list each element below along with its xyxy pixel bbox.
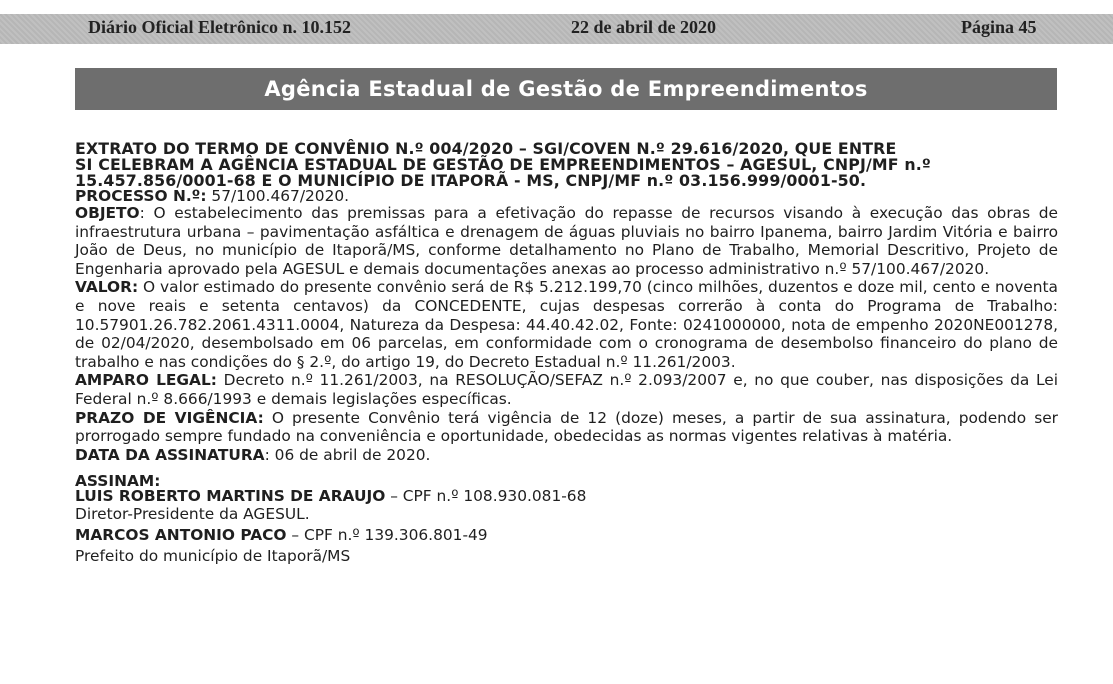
publication-date: 22 de abril de 2020 <box>571 17 717 37</box>
amparo-label: AMPARO LEGAL: <box>75 371 217 390</box>
valor-label: VALOR: <box>75 278 139 297</box>
extrato-line-1: EXTRATO DO TERMO DE CONVÊNIO N.º 004/2020 – SGI/COVEN N.º 29.616/2020, QUE ENTRE <box>75 139 897 158</box>
signatories-block <box>75 474 1058 567</box>
valor-paragraph <box>75 278 1058 371</box>
prazo-text: O presente Convênio terá vigência de 12 (doze) meses, a partir de sua assinatura, podendo ser prorrogado sempre fundado na conveniência e oportunidade, obedecidas as normas vigentes relativas à matéria. <box>75 408 1059 446</box>
signer-2-name: MARCOS ANTONIO PACO <box>75 526 287 545</box>
amparo-text: Decreto n.º 11.261/2003, na RESOLUÇÃO/SEFAZ n.º 2.093/2007 e, no que couber, nas disposições da Lei Federal n.º 8.666/1993 e demais legislações específicas. <box>75 371 1059 408</box>
amparo-paragraph <box>75 371 1058 408</box>
data-assinatura-text: : 06 de abril de 2020. <box>264 445 431 464</box>
page-number: Página 45 <box>961 17 1037 37</box>
page-header-bar <box>0 14 1113 44</box>
extrato-line-2: SI CELEBRAM A AGÊNCIA ESTADUAL DE GESTÃO DE EMPREENDIMENTOS – AGESUL, CNPJ/MF n.º <box>75 155 931 174</box>
document-body <box>75 141 1058 567</box>
publication-title: Diário Oficial Eletrônico n. 10.152 <box>88 17 351 37</box>
processo-value: 57/100.467/2020. <box>206 187 350 205</box>
section-title: Agência Estadual de Gestão de Empreendimentos <box>75 68 1057 110</box>
signer-1-role: Diretor-Presidente da AGESUL. <box>75 505 310 524</box>
objeto-text: : O estabelecimento das premissas para a efetivação do repasse de recursos visando à execução das obras de infraestrutura urbana – pavimentação asfáltica e drenagem de águas pluviais no bairro Ipanema, bairro Jardim Vitória e bairro João de Deus, no município de Itaporã/MS, conforme detalhamento no Plano de Trabalho, Memorial Descritivo, Projeto de Engenharia aprovado pela AGESUL e demais documentações anexas ao processo administrativo n.º 57/100.467/2020. <box>75 204 1058 278</box>
signer-1-line <box>75 489 1058 504</box>
valor-text: O valor estimado do presente convênio será de R$ 5.212.199,70 (cinco milhões, duzentos e doze mil, cento e noventa e nove reais e setenta centavos) da CONCEDENTE, cujas despesas correrão à conta do Programa de Trabalho: 10.57901.26.782.2061.4311.0004, Natureza da Despesa: 44.40.42.02, Fonte: 0241000000, nota de empenho 2020NE001278, de 02/04/2020, desembolsado em 06 parcelas, em conformidade com o cronograma de desembolso financeiro do plano de trabalho e nas condições do § 2.º, do artigo 19, do Decreto Estadual n.º 11.261/2003. <box>75 278 1058 371</box>
prazo-label: PRAZO DE VIGÊNCIA: <box>75 408 264 427</box>
signer-2-cpf: – CPF n.º 139.306.801-49 <box>286 526 488 545</box>
data-assinatura-label: DATA DA ASSINATURA <box>75 445 265 464</box>
prazo-paragraph <box>75 409 1058 446</box>
extrato-heading <box>75 141 1058 189</box>
processo-label: PROCESSO N.º: <box>75 187 207 205</box>
signer-1-name: LUIS ROBERTO MARTINS DE ARAUJO <box>75 487 386 506</box>
processo-line <box>75 189 1058 204</box>
signer-1-cpf: – CPF n.º 108.930.081-68 <box>385 487 587 506</box>
objeto-paragraph <box>75 204 1058 278</box>
data-assinatura-paragraph <box>75 446 1058 465</box>
assinam-label: ASSINAM: <box>75 472 161 491</box>
objeto-label: OBJETO <box>75 204 140 222</box>
signer-2-line <box>75 525 1058 546</box>
signer-2-role: Prefeito do município de Itaporã/MS <box>75 547 351 566</box>
extrato-line-3: 15.457.856/0001-68 E O MUNICÍPIO DE ITAPORÃ - MS, CNPJ/MF n.º 03.156.999/0001-50. <box>75 171 867 190</box>
